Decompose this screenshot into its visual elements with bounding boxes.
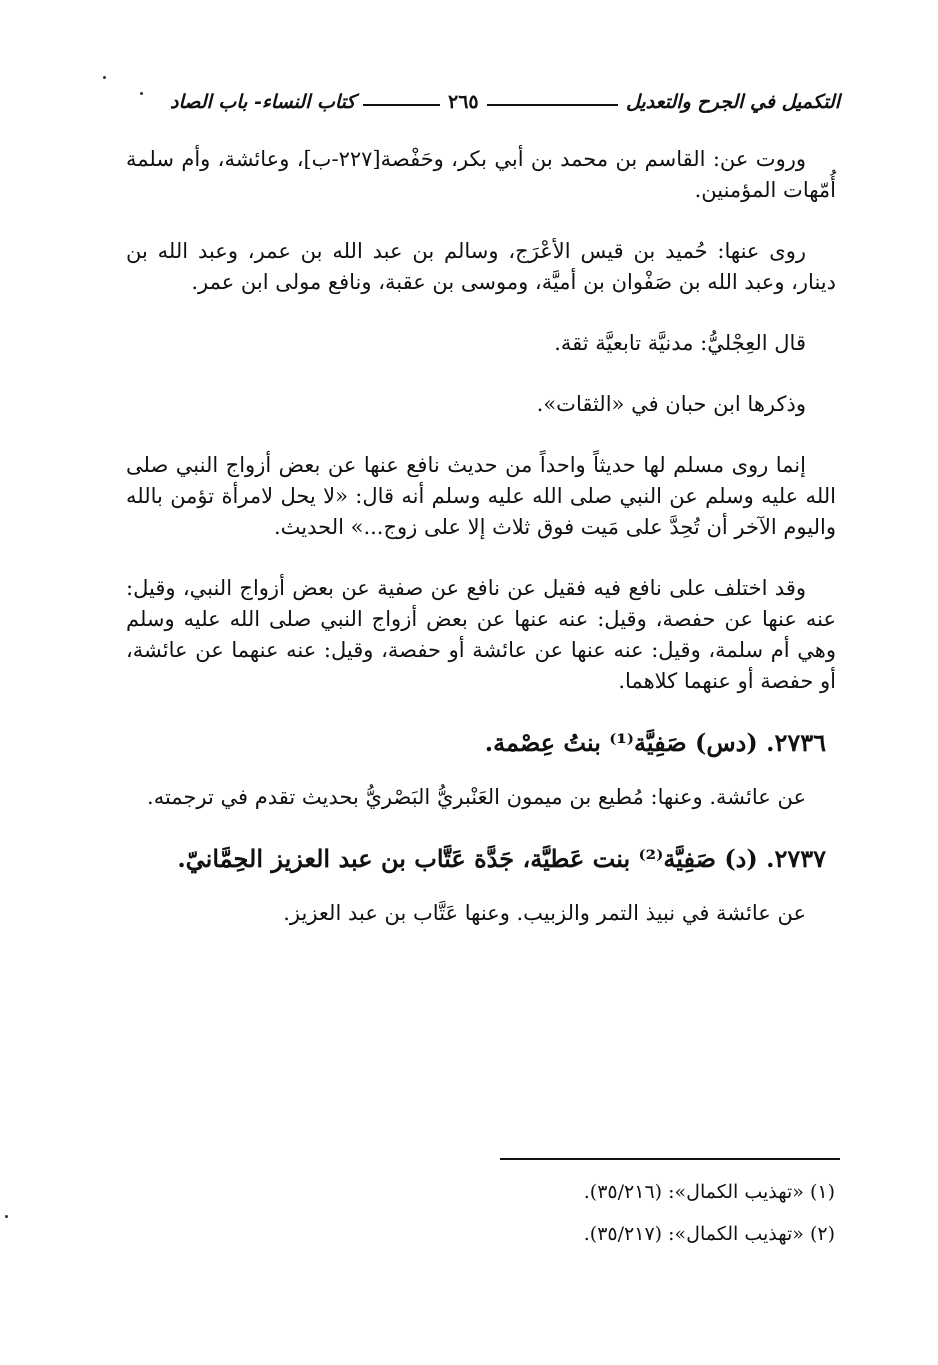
main-text xyxy=(126,144,836,959)
running-header xyxy=(100,82,840,122)
paragraph-ibn-hibban: وذكرها ابن حبان في «الثقات». xyxy=(536,392,806,416)
paragraph-narrators: روى عنها: حُميد بن قيس الأعْرَج، وسالم بن عبد الله بن عمر، وعبد الله بن دينار، وعبد الله بن صَفْوان بن أميَّة، وموسى بن عقبة، ونافع مولى ابن عمر. xyxy=(126,239,836,294)
entry-heading-2737: ٢٧٣٧. (د) صَفِيَّة⁽²⁾ بنت عَطيَّة، جَدَّة عَتَّاب بن عبد العزيز الحِمَّانيّ. xyxy=(177,844,826,873)
entry-text-2737: عن عائشة في نبيذ التمر والزبيب. وعنها عَتَّاب بن عبد العزيز. xyxy=(283,901,806,925)
footnotes xyxy=(300,1176,835,1260)
footnote-1: (١) «تهذيب الكمال»: (٣٥/٢١٦). xyxy=(583,1181,835,1203)
paragraph-disagreement: وقد اختلف على نافع فيه فقيل عن نافع عن صفية عن بعض أزواج النبي، وقيل: عنه عنها عن حفصة، وقيل: عنه عنها عن بعض أزواج النبي صلى الله عليه وسلم وهي أم سلمة، وقيل: عنه عنها عن عائشة أو حفصة، وقيل: عنه عنهما عن عائشة، أو حفصة أو عنهما كلاهما. xyxy=(126,576,836,693)
paragraph-muslim-hadith: إنما روى مسلم لها حديثاً واحداً من حديث نافع عنها عن بعض أزواج النبي صلى الله عليه وسلم عن النبي صلى الله عليه وسلم أنه قال: «لا يحل لامرأة تؤمن بالله واليوم الآخر أن تُحِدَّ على مَيت فوق ثلاث إلا على زوج...» الحديث. xyxy=(126,453,836,539)
paragraph-narrated-from: وروت عن: القاسم بن محمد بن أبي بكر، وحَفْصة[٢٢٧-ب]، وعائشة، وأم سلمة أُمّهات المؤمنين. xyxy=(126,147,836,202)
header-book-title: التكميل في الجرح والتعديل xyxy=(618,84,840,120)
scan-speck xyxy=(140,92,143,95)
entry-heading-2736: ٢٧٣٦. (دس) صَفِيَّة⁽¹⁾ بنتُ عِصْمة. xyxy=(484,728,826,757)
footnote-2: (٢) «تهذيب الكمال»: (٣٥/٢١٧). xyxy=(583,1223,835,1245)
page-number: ٢٦٥ xyxy=(440,84,487,120)
footnote-separator xyxy=(500,1158,840,1160)
header-chapter-title: كتاب النساء- باب الصاد xyxy=(170,84,363,120)
scan-speck xyxy=(5,1215,8,1218)
entry-text-2736: عن عائشة. وعنها: مُطيع بن ميمون العَنْبريُّ البَصْريُّ بحديث تقدم في ترجمته. xyxy=(147,785,806,809)
scan-speck xyxy=(103,76,106,79)
paragraph-ijli: قال العِجْليُّ: مدنيَّة تابعيَّة ثقة. xyxy=(554,331,806,355)
